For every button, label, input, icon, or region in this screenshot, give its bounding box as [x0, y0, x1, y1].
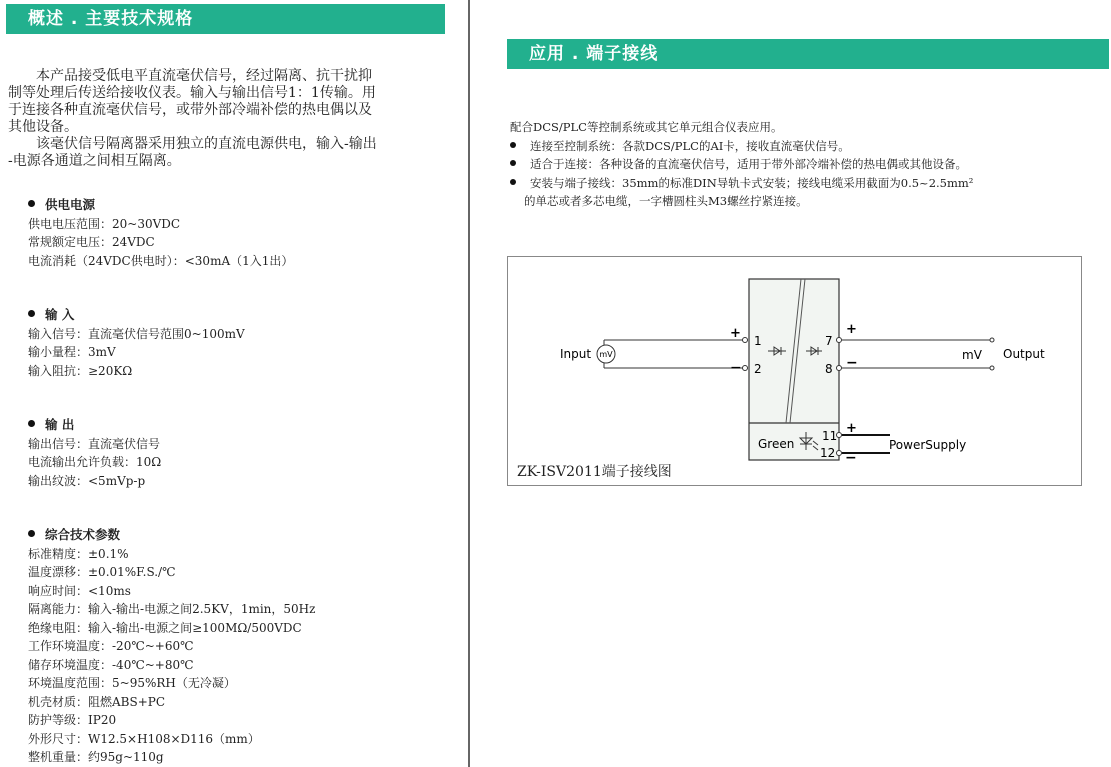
terminal-7: 7: [825, 334, 833, 348]
spec-row: 响应时间：<10ms: [28, 583, 131, 598]
power-minus: −: [845, 450, 857, 466]
bullet-text: 连接至控制系统：各款DCS/PLC的AI卡，接收直流毫伏信号。: [530, 138, 850, 153]
application-intro: 配合DCS/PLC等控制系统或其它单元组合仪表应用。: [510, 120, 783, 134]
spec-heading-text: 供电电源: [45, 197, 96, 212]
intro-line: 其他设备。: [8, 119, 78, 135]
input-minus: −: [730, 360, 742, 376]
spec-row: 输入信号：直流毫伏信号范围0~100mV: [28, 326, 245, 341]
spec-row: 隔离能力：输入-输出-电源之间2.5KV，1min，50Hz: [28, 602, 316, 616]
spec-row: 防护等级：IP20: [28, 713, 117, 727]
power-label: PowerSupply: [889, 438, 967, 452]
input-symbol: mV: [599, 350, 613, 359]
output-label: Output: [1003, 347, 1045, 361]
output-plus: +: [846, 322, 857, 337]
spec-row: 整机重量：约95g~110g: [28, 750, 164, 764]
output-minus: −: [846, 355, 858, 371]
terminal-11: 11: [822, 429, 838, 443]
spec-row: 输出纹波：<5mVp-p: [28, 473, 146, 488]
spec-row: 机壳材质：阻燃ABS+PC: [28, 694, 166, 709]
spec-row: 输出信号：直流毫伏信号: [28, 436, 161, 451]
led-label: Green: [758, 437, 795, 451]
terminal-1: 1: [754, 334, 762, 348]
bullet-text: 安装与端子接线：35mm的标准DIN导轨卡式安装；接线电缆采用截面为0.5~2.5mm²: [530, 175, 974, 190]
spec-row: 输入阻抗：≥20KΩ: [28, 363, 133, 378]
intro-line: 该毫伏信号隔离器采用独立的直流电源供电，输入-输出: [36, 136, 377, 152]
spec-row: 常规额定电压：24VDC: [28, 235, 155, 249]
spec-row: 标准精度：±0.1%: [28, 546, 129, 561]
bullet-continuation: 的单芯或者多芯电缆，一字槽圆柱头M3螺丝拧紧连接。: [524, 194, 808, 208]
spec-row: 外形尺寸：W12.5×H108×D116（mm）: [28, 731, 260, 746]
section-banner-overview: 概述 . 主要技术规格: [6, 4, 445, 34]
spec-row: 电流消耗（24VDC供电时）：<30mA（1入1出）: [28, 253, 294, 268]
intro-line: 制等处理后传送给接收仪表。输入与输出信号1：1传输。用: [8, 85, 376, 101]
spec-row: 输小量程：3mV: [28, 345, 116, 359]
output-unit: mV: [962, 348, 982, 362]
terminal-8: 8: [825, 362, 833, 376]
spec-heading-text: 综合技术参数: [45, 527, 121, 542]
spec-row: 供电电压范围：20~30VDC: [28, 216, 181, 231]
bullet-text: 适合于连接：各种设备的直流毫伏信号，适用于带外部冷端补偿的热电偶或其他设备。: [530, 157, 967, 171]
section-banner-application: 应用 . 端子接线: [507, 39, 1109, 69]
spec-row: 绝缘电阻：输入-输出-电源之间≥100MΩ/500VDC: [28, 620, 302, 635]
power-plus: +: [846, 421, 857, 436]
spec-row: 储存环境温度：-40℃~+80℃: [28, 657, 194, 672]
terminal-2: 2: [754, 362, 762, 376]
intro-line: 本产品接受低电平直流毫伏信号，经过隔离、抗干扰抑: [36, 68, 372, 84]
intro-line: -电源各通道之间相互隔离。: [8, 153, 181, 169]
terminal-12: 12: [820, 446, 836, 460]
spec-heading-text: 输 出: [45, 417, 75, 432]
input-label: Input: [560, 347, 592, 361]
intro-line: 于连接各种直流毫伏信号，或带外部冷端补偿的热电偶以及: [8, 102, 372, 118]
spec-row: 温度漂移：±0.01%F.S./℃: [28, 565, 176, 579]
spec-row: 电流输出允许负载：10Ω: [28, 455, 162, 469]
input-plus: +: [730, 326, 741, 341]
spec-heading-text: 输 入: [45, 307, 75, 322]
spec-row: 工作环境温度：-20℃~+60℃: [28, 639, 194, 653]
spec-row: 环境温度范围：5~95%RH（无冷凝）: [28, 676, 236, 690]
diagram-caption: ZK-ISV2011端子接线图: [517, 464, 672, 480]
